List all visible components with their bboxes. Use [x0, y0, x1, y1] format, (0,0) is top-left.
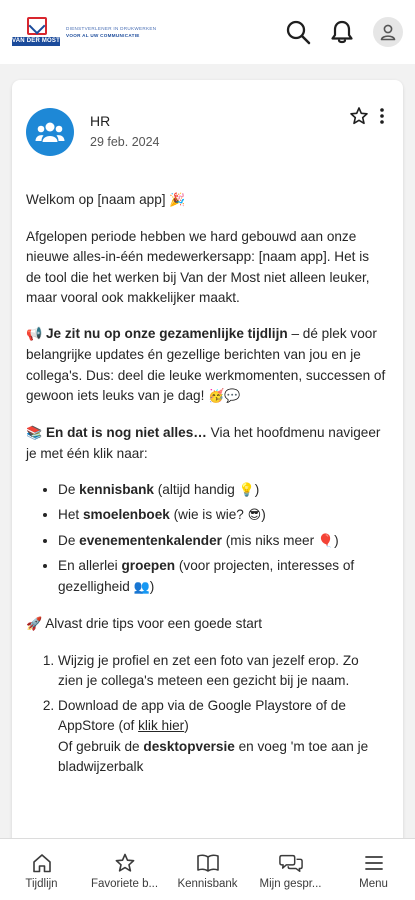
company-logo[interactable] [12, 15, 156, 49]
list-item-bold: kennisbank [79, 481, 154, 497]
nav-label: Kennisbank [177, 878, 238, 890]
post-paragraph-timeline [26, 324, 387, 408]
nav-item-kennisbank[interactable] [166, 839, 249, 900]
list-item-bold: evenementenkalender [79, 532, 222, 548]
bell-icon[interactable] [329, 19, 355, 45]
tip-text-line2-end: en voeg 'm toe aan je bladwijzerbalk [58, 738, 369, 774]
list-item-bold: groepen [121, 558, 176, 573]
tip-text-end: ) [184, 718, 189, 733]
nav-item-menu[interactable] [332, 839, 415, 900]
post-actions [349, 106, 387, 131]
post-title [26, 190, 387, 212]
list-item-end: ) [334, 532, 339, 548]
timeline-bold-text: Je zit nu op onze gezamenlijke tijdlijn [45, 325, 288, 341]
search-icon[interactable] [285, 19, 311, 45]
menu-icon [362, 851, 386, 875]
chat-icon [279, 851, 303, 875]
post-body [26, 190, 387, 778]
people-icon: 👥 [133, 579, 150, 595]
logo-tagline-line2: VOOR AL UW COMMUNICATIE [66, 32, 140, 38]
list-item [58, 505, 387, 527]
balloon-icon: 🎈 [317, 533, 335, 549]
books-icon: 📚 [26, 425, 43, 441]
list-item-suffix: (voor projecten, interesses of gezelligheid [58, 558, 355, 594]
tip-text-line2: Of gebruik de [58, 738, 144, 754]
star-icon [113, 851, 137, 875]
post-author[interactable]: HR [90, 113, 111, 129]
post-paragraph-menu [26, 423, 387, 465]
post-meta [90, 108, 160, 149]
logo-tagline [66, 26, 156, 39]
list-item-prefix: De [58, 481, 80, 497]
tips-heading [26, 614, 387, 636]
tip-text-bold: desktopversie [143, 738, 235, 754]
bottom-navigation [0, 838, 415, 900]
list-item-suffix: (altijd handig [153, 481, 239, 497]
menu-bold-text: En dat is nog niet alles… [45, 424, 207, 440]
sunglasses-face-icon: 😎 [247, 508, 262, 523]
list-item [58, 696, 387, 778]
star-icon[interactable] [349, 106, 369, 131]
feature-list [58, 480, 387, 599]
nav-label: Favoriete b... [90, 878, 159, 890]
list-item-bold: smoelenboek [82, 507, 170, 522]
logo-tagline-line1: DIENSTVERLENER IN DRUKWERKEN [66, 25, 157, 31]
light-bulb-icon: 💡 [238, 482, 255, 498]
list-item [58, 531, 387, 553]
app-header [0, 0, 415, 64]
tips-list [58, 651, 387, 778]
menu-text: Via het hoofdmenu navigeer je met één klik naar: [26, 424, 381, 461]
user-icon[interactable] [373, 17, 403, 47]
megaphone-icon: 📢 [26, 326, 43, 342]
post-card [12, 80, 403, 838]
tips-heading-text: Alvast drie tips voor een goede start [45, 616, 263, 631]
post-date: 29 feb. 2024 [90, 135, 160, 149]
list-item-end: ) [149, 578, 155, 594]
list-item-prefix: De [58, 532, 80, 548]
list-item-end: ) [254, 481, 260, 497]
logo-brand: VAN DER MOST [12, 38, 60, 44]
nav-item-gesprekken[interactable] [249, 839, 332, 900]
envelope-icon [27, 17, 47, 35]
list-item-prefix: Het [58, 507, 83, 522]
list-item-suffix: (wie is wie? [169, 507, 248, 522]
list-item-suffix: (mis niks meer [221, 532, 318, 548]
tip-text: Download de app via de Google Playstore of de AppStore (of [58, 697, 346, 733]
more-options-icon[interactable] [377, 106, 387, 131]
group-avatar-icon[interactable] [26, 108, 74, 156]
rocket-icon: 🚀 [26, 617, 43, 632]
post-header [26, 108, 387, 156]
nav-label: Menu [359, 878, 388, 890]
post-title-text: Welkom op [naam app] [26, 192, 166, 207]
home-icon [30, 851, 54, 875]
party-face-speech-bubble-icon: 🥳💬 [208, 389, 241, 404]
nav-label: Tijdlijn [25, 878, 58, 890]
list-item [58, 480, 387, 502]
list-item-prefix: En allerlei [58, 558, 122, 573]
list-item [58, 651, 387, 692]
timeline-feed[interactable] [0, 64, 415, 838]
nav-item-tijdlijn[interactable] [0, 839, 83, 900]
click-here-link[interactable]: klik hier [138, 718, 185, 733]
nav-label: Mijn gespr... [259, 878, 322, 890]
post-intro: Afgelopen periode hebben we hard gebouwd aan onze nieuwe alles-in-één medewerkersapp: [naam app]. Het is de tool die het werken bij Van der Most niet alleen leuker, maar vooral ook makkelijker maakt. [26, 228, 370, 305]
logo-mark [12, 15, 60, 49]
list-item-end: ) [261, 507, 266, 522]
party-popper-icon: 🎉 [169, 193, 186, 208]
tip-text: Wijzig je profiel en zet een foto van jezelf erop. Zo zien je collega's meteen een gezicht bij je naam. [58, 652, 359, 688]
timeline-text: – dé plek voor belangrijke updates én gezellige berichten van jou en je collega's. Dus: deel die leuke werkmomenten, successen of gewoon iets leuks van je dag! [26, 325, 386, 403]
list-item [58, 556, 387, 598]
header-actions [285, 17, 403, 47]
book-icon [196, 851, 220, 875]
nav-item-favoriete[interactable] [83, 839, 166, 900]
